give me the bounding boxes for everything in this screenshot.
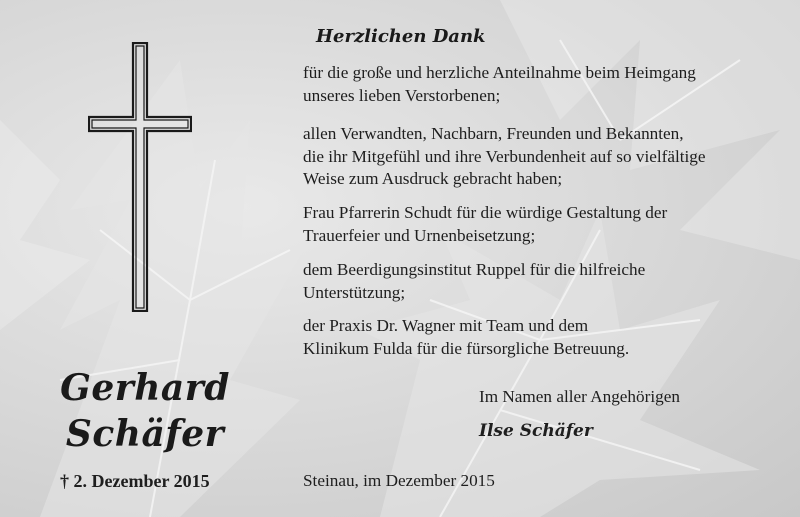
- text-line: unseres lieben Verstorbenen;: [303, 85, 501, 105]
- text-line: Unterstützung;: [303, 282, 406, 302]
- text-line: für die große und herzliche Anteilnahme beim Heimgang: [303, 63, 696, 82]
- deceased-last-name: Schäfer: [65, 413, 225, 455]
- cross-icon: [88, 42, 192, 312]
- text-line: dem Beerdigungsinstitut Ruppel für die hilfreiche: [303, 260, 646, 279]
- thanks-paragraph: [303, 259, 783, 304]
- thanks-paragraph: [303, 202, 783, 247]
- deceased-first-name: Gerhard: [60, 367, 230, 409]
- text-line: Klinikum Fulda für die fürsorgliche Betreuung.: [303, 338, 630, 358]
- notice-heading: Herzlichen Dank: [316, 26, 486, 47]
- signer-name: Ilse Schäfer: [479, 421, 593, 441]
- closing-line: Im Namen aller Angehörigen: [479, 387, 680, 406]
- text-line: Trauerfeier und Urnenbeisetzung;: [303, 225, 536, 245]
- thanks-paragraph: [303, 315, 783, 360]
- thanks-paragraph: [303, 62, 783, 107]
- text-line: die ihr Mitgefühl und ihre Verbundenheit auf so vielfältige: [303, 146, 706, 166]
- text-line: Weise zum Ausdruck gebracht haben;: [303, 169, 563, 189]
- thanks-paragraph: [303, 123, 783, 191]
- text-line: Frau Pfarrerin Schudt für die würdige Gestaltung der: [303, 203, 668, 222]
- place-date: Steinau, im Dezember 2015: [303, 471, 495, 490]
- text-line: der Praxis Dr. Wagner mit Team und dem: [303, 316, 589, 335]
- death-date: † 2. Dezember 2015: [60, 471, 210, 491]
- text-line: allen Verwandten, Nachbarn, Freunden und Bekannten,: [303, 124, 684, 143]
